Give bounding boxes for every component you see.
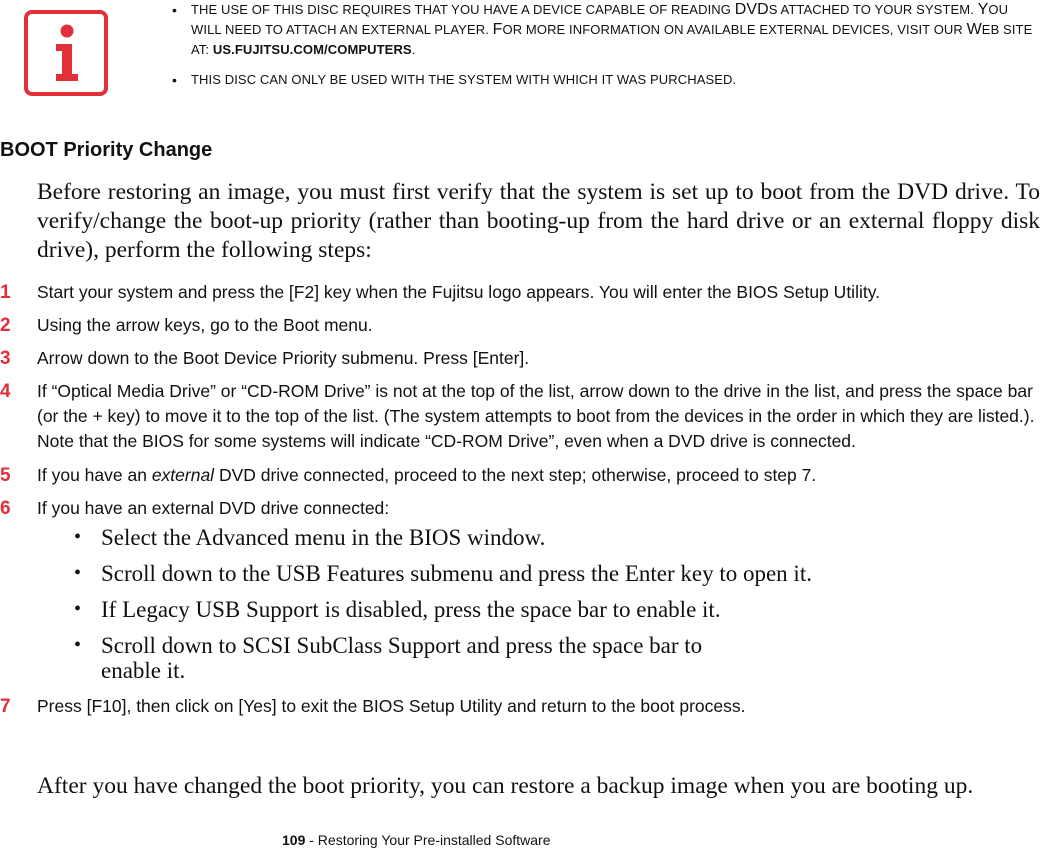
step-text: Arrow down to the Boot Device Priority submenu. Press [Enter]. — [37, 348, 530, 368]
step-number: 3 — [0, 348, 11, 369]
note-text: EB SITE AT: — [191, 22, 1033, 57]
step-item — [0, 694, 1040, 719]
step-text: If “Optical Media Drive” or “CD-ROM Drive” is not at the top of the list, arrow down to the drive in the list, and press the space bar (or the + key) to move it to the top of the list. (The system attempts to boot from the devices in the order in which they are listed.). Note that the BIOS for some systems will indicate “CD-ROM Drive”, even when a DVD drive is connected. — [37, 381, 1035, 451]
step-item — [0, 379, 1040, 454]
step-text: Start your system and press the [F2] key when the Fujitsu logo appears. You will enter the BIOS Setup Utility. — [37, 282, 881, 302]
note-text: OU WILL NEED TO ATTACH AN EXTERNAL PLAYER. — [191, 2, 1009, 37]
step-text: If you have an external DVD drive connected: — [37, 498, 390, 518]
step-list — [0, 280, 1040, 719]
substep-text: Scroll down to SCSI SubClass Support and press the space bar to enable it. — [101, 633, 703, 683]
step-text: DVD drive connected, proceed to the next step; otherwise, proceed to step 7. — [214, 465, 817, 485]
website-link[interactable]: US.FUJITSU.COM/COMPUTERS — [212, 42, 412, 57]
bullet-dot: • — [74, 562, 82, 584]
substep-text: Scroll down to the USB Features submenu and press the Enter key to open it. — [101, 561, 812, 586]
page-number: 109 — [282, 832, 306, 848]
bullet-dot: • — [74, 634, 82, 656]
step-text: Using the arrow keys, go to the Boot menu. — [37, 315, 373, 335]
step-number: 2 — [0, 315, 11, 336]
footer-title: - Restoring Your Pre-installed Software — [305, 832, 551, 848]
note-text: . — [411, 42, 416, 57]
note-text: THIS DISC CAN ONLY BE USED WITH THE SYSTEM WITH WHICH IT WAS PURCHASED. — [191, 72, 737, 87]
note-text: OR MORE INFORMATION ON AVAILABLE EXTERNAL DEVICES, VISIT OUR — [502, 22, 967, 37]
note-item — [172, 70, 1040, 90]
section-title: BOOT Priority Change — [0, 139, 213, 161]
step-item — [0, 346, 1040, 371]
step-item — [0, 313, 1040, 338]
substep-item — [37, 633, 761, 683]
note-text: F — [492, 21, 503, 38]
intro-paragraph: Before restoring an image, you must first verify that the system is set up to boot from the DVD drive. To verify/change the boot-up priority (rather than booting-up from the hard drive or an external floppy disk drive), perform the following steps: — [37, 179, 1040, 263]
substep-item — [37, 525, 1040, 550]
note-text: DVD — [734, 1, 769, 18]
step-item — [0, 496, 1040, 683]
substep-list — [37, 525, 1040, 683]
substep-item — [37, 597, 1040, 622]
step-text: Press [F10], then click on [Yes] to exit the BIOS Setup Utility and return to the boot process. — [37, 696, 746, 716]
info-icon — [24, 10, 108, 96]
step-number: 6 — [0, 498, 11, 519]
substep-text: If Legacy USB Support is disabled, press the space bar to enable it. — [101, 597, 721, 622]
step-item — [0, 280, 1040, 305]
step-item — [0, 463, 1040, 488]
step-number: 1 — [0, 282, 11, 303]
step-number: 4 — [0, 381, 11, 402]
bullet-dot: • — [172, 2, 178, 18]
bullet-dot: • — [74, 526, 82, 548]
bullet-dot: • — [172, 72, 178, 88]
step-number: 7 — [0, 696, 11, 717]
closing-paragraph: After you have changed the boot priority, you can restore a backup image when you are booting up. — [37, 773, 974, 799]
note-list — [172, 0, 1040, 90]
step-text: If you have an — [37, 465, 152, 485]
bullet-dot: • — [74, 598, 82, 620]
note-text: THE USE OF THIS DISC REQUIRES THAT YOU HAVE A DEVICE CAPABLE OF READING — [191, 2, 735, 17]
note-text: Y — [977, 1, 989, 18]
substep-item — [37, 561, 1040, 586]
note-text: S ATTACHED TO YOUR SYSTEM. — [768, 2, 978, 17]
step-emphasis: external — [151, 465, 215, 485]
note-item — [172, 0, 1040, 60]
step-number: 5 — [0, 465, 11, 486]
note-text: W — [966, 21, 982, 38]
page-footer — [282, 832, 550, 848]
substep-text: Select the Advanced menu in the BIOS window. — [101, 525, 546, 550]
